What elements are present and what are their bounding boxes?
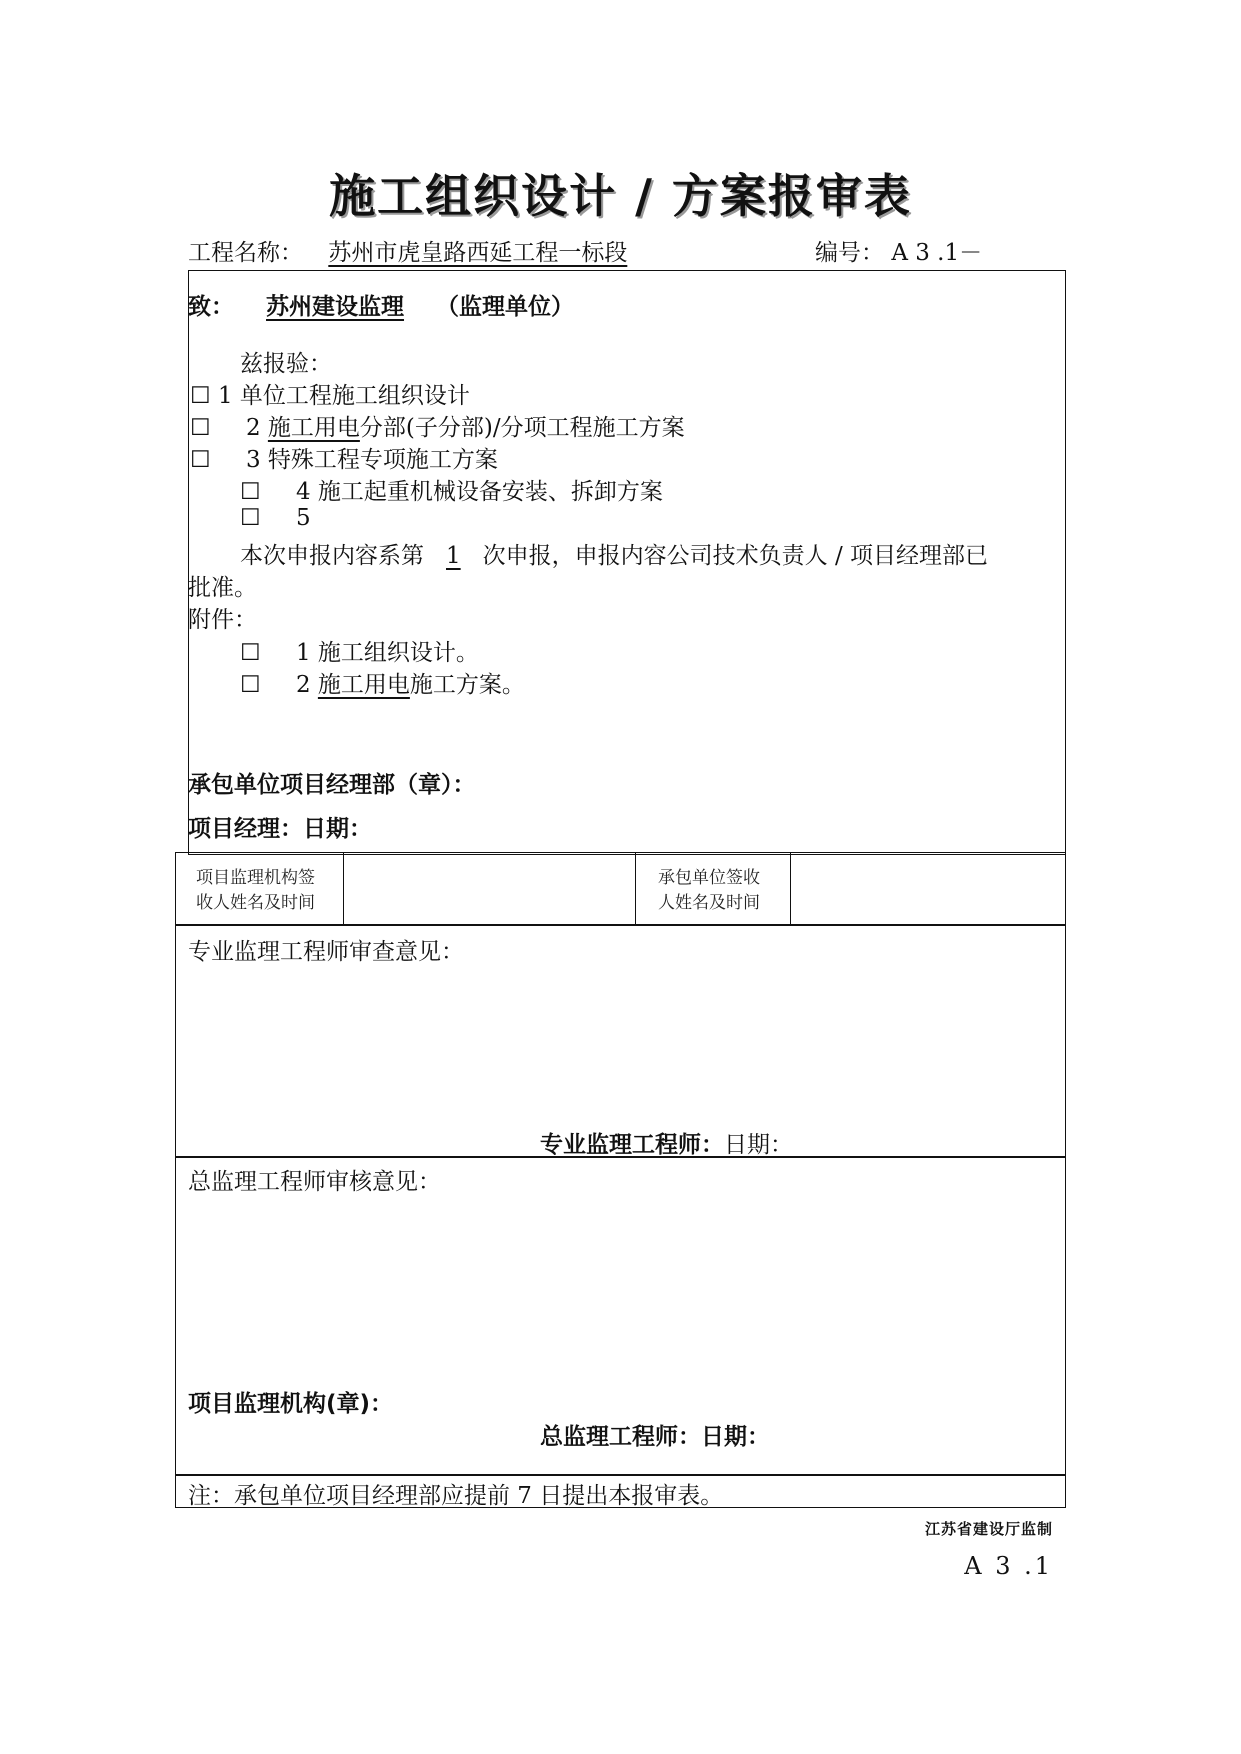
supervisor-receipt-field[interactable] (346, 855, 632, 923)
attachments-label: 附件： (188, 607, 257, 633)
attachment-text: 1 施工组织设计。 (295, 640, 479, 666)
attachment-underlined-text: 施工用电 (317, 672, 410, 698)
item-underlined-text: 施工用电 (267, 415, 360, 441)
issuer-text: 江苏省建设厅监制 (924, 1520, 1053, 1538)
item-text: 4 施工起重机械设备安装、拆卸方案 (295, 479, 663, 505)
checkbox[interactable]: ☐ (240, 640, 261, 666)
specialist-signature-label: 专业监理工程师： (540, 1132, 724, 1158)
addressee-row (188, 288, 574, 321)
specialist-signature-row (540, 1126, 793, 1159)
item-3 (190, 441, 498, 474)
form-number-value: A 3 .1－ (891, 240, 983, 266)
checkbox[interactable]: ☐ (240, 672, 261, 698)
receipt-divider (343, 852, 344, 926)
attachment-2 (240, 666, 525, 699)
page-title: 施工组织设计 / 方案报审表 (329, 169, 912, 223)
label-line: 收人姓名及时间 (196, 893, 315, 913)
specialist-opinion-label: 专业监理工程师审查意见： (188, 939, 464, 965)
item-1 (190, 377, 470, 410)
item-2 (190, 409, 685, 442)
item-number: 2 (245, 415, 261, 441)
chief-signature-label: 总监理工程师：日期： (540, 1424, 770, 1450)
statement-suffix: 次申报，申报内容公司技术负责人 / 项目经理部已 (482, 543, 989, 569)
item-text: 分部(子分部)/分项工程施工方案 (359, 415, 685, 441)
checkbox[interactable]: ☐ (240, 505, 261, 531)
contractor-receipt-field[interactable] (793, 855, 1061, 923)
project-name-label: 工程名称： (188, 240, 303, 266)
supervisor-receipt-label (196, 866, 315, 916)
submission-count: 1 (446, 543, 461, 569)
addressee-suffix: （监理单位） (436, 294, 575, 320)
contractor-seal-label: 承包单位项目经理部（章）： (188, 772, 476, 798)
attachment-number: 2 (295, 672, 311, 698)
checkbox[interactable]: ☐ (190, 447, 211, 473)
chief-opinion-label: 总监理工程师审核意见： (188, 1169, 441, 1195)
receipt-divider (635, 852, 636, 926)
attachment-text: 施工方案。 (409, 672, 525, 698)
statement-prefix: 本次申报内容系第 (240, 543, 424, 569)
label-line: 人姓名及时间 (658, 893, 760, 913)
submission-statement (240, 537, 988, 570)
note-text: 注：承包单位项目经理部应提前 7 日提出本报审表。 (188, 1483, 724, 1509)
checkbox[interactable]: ☐ (190, 415, 211, 441)
form-number-label: 编号： (815, 240, 884, 266)
manager-date-label: 项目经理：日期： (188, 816, 372, 842)
receipt-divider (790, 852, 791, 926)
statement-continuation: 批准。 (188, 575, 257, 601)
addressee-unit: 苏州建设监理 (266, 294, 405, 320)
form-code: A 3 .1 (964, 1552, 1053, 1580)
form-number (815, 234, 982, 267)
item-text: 1 单位工程施工组织设计 (217, 383, 470, 409)
submission-intro: 兹报验： (240, 351, 332, 377)
item-text: 3 特殊工程专项施工方案 (245, 447, 498, 473)
agency-seal-label: 项目监理机构(章)： (188, 1391, 394, 1417)
contractor-receipt-label (658, 866, 760, 916)
label-line: 承包单位签收 (658, 868, 760, 888)
item-4 (240, 473, 663, 506)
checkbox[interactable]: ☐ (190, 383, 211, 409)
item-text: 5 (295, 505, 311, 531)
specialist-date-label: 日期： (724, 1132, 793, 1158)
item-5 (240, 505, 311, 531)
attachment-1 (240, 634, 479, 667)
addressee-label: 致： (188, 294, 234, 320)
project-name-row (188, 234, 645, 267)
checkbox[interactable]: ☐ (240, 479, 261, 505)
project-name-value: 苏州市虎皇路西延工程一标段 (328, 240, 628, 266)
label-line: 项目监理机构签 (196, 868, 315, 888)
